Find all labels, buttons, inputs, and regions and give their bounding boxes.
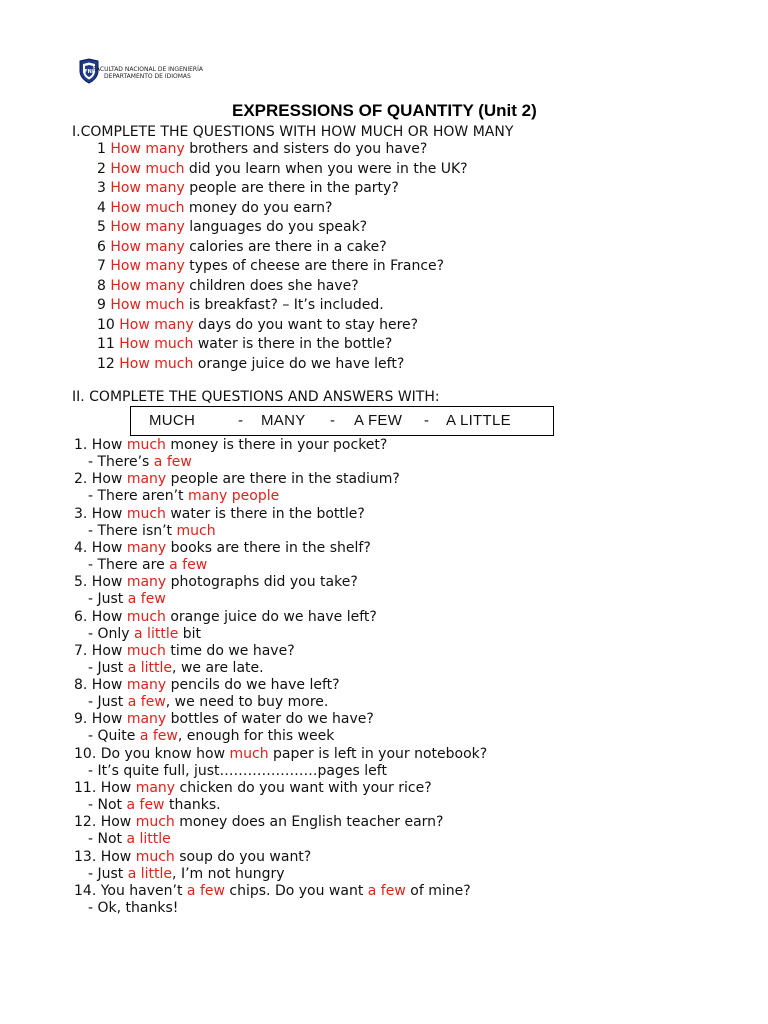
answer-end: , we need to buy more. bbox=[165, 694, 329, 711]
item-number: 10 bbox=[97, 316, 115, 333]
answer-fill: many people bbox=[187, 488, 280, 505]
item-number: 11 bbox=[97, 336, 115, 352]
question-start: 1. How bbox=[74, 437, 127, 453]
word-bank-a-few: A FEW bbox=[354, 412, 403, 429]
question-end: bottles of water do we have? bbox=[166, 711, 374, 728]
exercise-1-item bbox=[97, 297, 384, 313]
question-text: brothers and sisters do you have? bbox=[189, 141, 428, 157]
word-bank-a-little: A LITTLE bbox=[446, 412, 511, 429]
answer-fill: a few bbox=[153, 454, 192, 470]
answer-start: - Just bbox=[88, 865, 128, 882]
word-bank-separator: - bbox=[330, 412, 336, 429]
exercise-2-answer bbox=[88, 591, 166, 607]
question-start: 11. How bbox=[74, 780, 136, 796]
question-end: books are there in the shelf? bbox=[166, 539, 371, 556]
exercise-2-question bbox=[74, 780, 432, 796]
exercise-2-answer bbox=[88, 831, 171, 847]
question-end: water is there in the bottle? bbox=[165, 505, 365, 522]
section-1-heading: I.COMPLETE THE QUESTIONS WITH HOW MUCH OR HOW MANY bbox=[72, 124, 514, 140]
item-number: 2 bbox=[97, 160, 106, 177]
answer-fill: How much bbox=[110, 297, 185, 313]
exercise-1-item bbox=[97, 258, 444, 274]
answer-start: - There’s bbox=[88, 454, 154, 470]
exercise-2-question bbox=[74, 540, 371, 556]
answer-fill: How many bbox=[110, 258, 185, 274]
answer-fill: How many bbox=[110, 219, 185, 235]
answer-fill: How many bbox=[119, 316, 194, 333]
answer-fill: a little bbox=[126, 831, 171, 848]
question-end: money is there in your pocket? bbox=[165, 437, 388, 453]
answer-fill: much bbox=[126, 608, 166, 625]
question-end: photographs did you take? bbox=[166, 574, 358, 591]
answer-fill: a few bbox=[126, 797, 165, 813]
exercise-2-answer bbox=[88, 797, 221, 813]
item-number: 6 bbox=[97, 238, 106, 255]
page-title: EXPRESSIONS OF QUANTITY (Unit 2) bbox=[232, 101, 537, 120]
question-text: is breakfast? – It’s included. bbox=[188, 297, 384, 313]
answer-fill: a little bbox=[127, 865, 173, 882]
question-text: days do you want to stay here? bbox=[198, 316, 419, 333]
answer-fill: a few bbox=[127, 694, 166, 711]
word-bank-many: MANY bbox=[261, 412, 306, 429]
question-text: languages do you speak? bbox=[189, 219, 368, 235]
question-end: people are there in the stadium? bbox=[166, 471, 400, 488]
answer-end: , I’m not hungry bbox=[172, 865, 285, 882]
answer-fill: How much bbox=[110, 199, 185, 216]
word-bank-much: MUCH bbox=[149, 412, 196, 429]
word-bank-separator: - bbox=[424, 412, 430, 429]
exercise-2-question bbox=[74, 883, 471, 899]
question-end: chicken do you want with your rice? bbox=[175, 780, 432, 796]
answer-fill: How much bbox=[119, 355, 194, 372]
answer-start: - Not bbox=[88, 831, 127, 848]
exercise-2-question bbox=[74, 437, 387, 453]
item-number: 7 bbox=[97, 258, 106, 274]
question-end: orange juice do we have left? bbox=[165, 608, 377, 625]
answer-start: - Only bbox=[88, 625, 135, 642]
answer-end: thanks. bbox=[164, 797, 221, 813]
question-text: children does she have? bbox=[189, 277, 359, 294]
answer-end: bit bbox=[178, 625, 202, 642]
item-number: 4 bbox=[97, 199, 106, 216]
exercise-2-answer bbox=[88, 694, 328, 710]
exercise-2-answer bbox=[88, 557, 207, 573]
question-start: 12. How bbox=[74, 814, 136, 831]
question-text: water is there in the bottle? bbox=[197, 336, 393, 352]
question-end: of mine? bbox=[405, 882, 471, 899]
answer-fill: How many bbox=[110, 277, 185, 294]
answer-start: - Quite bbox=[88, 728, 140, 745]
exercise-2-answer bbox=[88, 626, 201, 642]
exercise-2-question bbox=[74, 471, 400, 487]
exercise-1-item bbox=[97, 317, 418, 333]
institution-name bbox=[93, 66, 203, 80]
exercise-2-answer bbox=[88, 866, 285, 882]
exercise-1-item bbox=[97, 356, 404, 372]
question-start: 5. How bbox=[74, 574, 127, 591]
section-2-heading: II. COMPLETE THE QUESTIONS AND ANSWERS WITH: bbox=[72, 389, 440, 405]
question-start: 9. How bbox=[74, 711, 127, 728]
answer-start: - Just bbox=[88, 659, 128, 676]
answer-end: , enough for this week bbox=[177, 728, 335, 745]
item-number: 8 bbox=[97, 277, 106, 294]
exercise-2-answer bbox=[88, 488, 279, 504]
answer-fill: much bbox=[126, 505, 166, 522]
answer-fill: a few bbox=[139, 728, 178, 745]
question-text: did you learn when you were in the UK? bbox=[188, 160, 468, 177]
exercise-2-question bbox=[74, 609, 377, 625]
question-start: 10. Do you know how bbox=[74, 745, 230, 762]
answer-fill: much bbox=[126, 642, 166, 659]
answer-fill: much bbox=[229, 745, 269, 762]
answer-fill: many bbox=[126, 471, 167, 488]
question-text: money do you earn? bbox=[188, 199, 333, 216]
exercise-1-item bbox=[97, 161, 468, 177]
exercise-2-answer bbox=[88, 454, 192, 470]
exercise-1-item bbox=[97, 141, 427, 157]
answer-fill: many bbox=[126, 711, 167, 728]
exercise-1-item bbox=[97, 180, 399, 196]
exercise-2-question bbox=[74, 574, 358, 590]
exercise-1-item bbox=[97, 200, 332, 216]
answer-fill: many bbox=[126, 539, 167, 556]
question-text: people are there in the party? bbox=[189, 180, 399, 196]
exercise-2-question bbox=[74, 677, 340, 693]
question-text: types of cheese are there in France? bbox=[189, 258, 445, 274]
question-text: orange juice do we have left? bbox=[197, 355, 405, 372]
question-start: 3. How bbox=[74, 505, 127, 522]
question-start: 7. How bbox=[74, 642, 127, 659]
exercise-2-answer bbox=[88, 523, 216, 539]
answer-start: - There are bbox=[88, 556, 170, 573]
question-end: money does an English teacher earn? bbox=[174, 814, 444, 831]
answer-start: - There isn’t bbox=[88, 522, 177, 539]
answer-fill: much bbox=[135, 814, 175, 831]
question-start: 8. How bbox=[74, 677, 127, 694]
answer-fill: many bbox=[126, 574, 167, 591]
question-end: chips. Do you want bbox=[224, 882, 368, 899]
logo-lettering: FNI bbox=[84, 69, 94, 75]
answer-fill: much bbox=[126, 437, 166, 453]
word-bank-separator: - bbox=[238, 412, 244, 429]
institution-line-1: FACULTAD NACIONAL DE INGENIERÍA bbox=[93, 66, 203, 73]
answer-fill: a few bbox=[169, 556, 208, 573]
exercise-2-answer bbox=[88, 900, 178, 916]
answer-start: - Just bbox=[88, 591, 128, 608]
exercise-2-question bbox=[74, 506, 365, 522]
exercise-2-answer bbox=[88, 728, 334, 744]
answer-fill: much bbox=[135, 848, 175, 865]
question-start: 13. How bbox=[74, 848, 136, 865]
exercise-1-item bbox=[97, 219, 367, 235]
answer-fill: many bbox=[135, 780, 176, 796]
answer-fill: a few bbox=[127, 591, 166, 608]
answer-start: - Ok, thanks! bbox=[88, 899, 179, 916]
question-end: pencils do we have left? bbox=[166, 677, 340, 694]
answer-end: , we are late. bbox=[172, 659, 264, 676]
item-number: 1 bbox=[97, 141, 106, 157]
question-start: 14. You haven’t bbox=[74, 882, 187, 899]
question-end: soup do you want? bbox=[174, 848, 312, 865]
exercise-2-question bbox=[74, 814, 443, 830]
question-end: time do we have? bbox=[165, 642, 295, 659]
institution-line-2: DEPARTAMENTO DE IDIOMAS bbox=[104, 73, 191, 80]
answer-start: - There aren’t bbox=[88, 488, 188, 505]
question-text: calories are there in a cake? bbox=[189, 238, 387, 255]
item-number: 12 bbox=[97, 355, 115, 372]
exercise-1-item bbox=[97, 278, 359, 294]
answer-start: - Just bbox=[88, 694, 128, 711]
answer-start: - Not bbox=[88, 797, 127, 813]
item-number: 3 bbox=[97, 180, 106, 196]
exercise-2-answer bbox=[88, 763, 387, 779]
answer-fill: a few bbox=[367, 882, 406, 899]
answer-fill: a little bbox=[134, 625, 179, 642]
exercise-2-question bbox=[74, 643, 295, 659]
exercise-2-question bbox=[74, 849, 311, 865]
answer-start: - It’s quite full, just…………………pages left bbox=[88, 762, 387, 779]
answer-fill: much bbox=[176, 522, 216, 539]
word-bank-box bbox=[130, 406, 554, 436]
exercise-1-item bbox=[97, 239, 387, 255]
question-end: paper is left in your notebook? bbox=[268, 745, 488, 762]
item-number: 5 bbox=[97, 219, 106, 235]
question-start: 4. How bbox=[74, 539, 127, 556]
question-start: 2. How bbox=[74, 471, 127, 488]
item-number: 9 bbox=[97, 297, 106, 313]
answer-fill: How much bbox=[110, 160, 185, 177]
answer-fill: How many bbox=[110, 180, 185, 196]
exercise-2-question bbox=[74, 711, 374, 727]
answer-fill: How many bbox=[110, 141, 185, 157]
exercise-2-question bbox=[74, 746, 487, 762]
answer-fill: a little bbox=[127, 659, 173, 676]
answer-fill: a few bbox=[186, 882, 225, 899]
exercise-1-item bbox=[97, 336, 392, 352]
question-start: 6. How bbox=[74, 608, 127, 625]
answer-fill: How many bbox=[110, 238, 185, 255]
exercise-2-answer bbox=[88, 660, 264, 676]
answer-fill: many bbox=[126, 677, 167, 694]
answer-fill: How much bbox=[119, 336, 194, 352]
